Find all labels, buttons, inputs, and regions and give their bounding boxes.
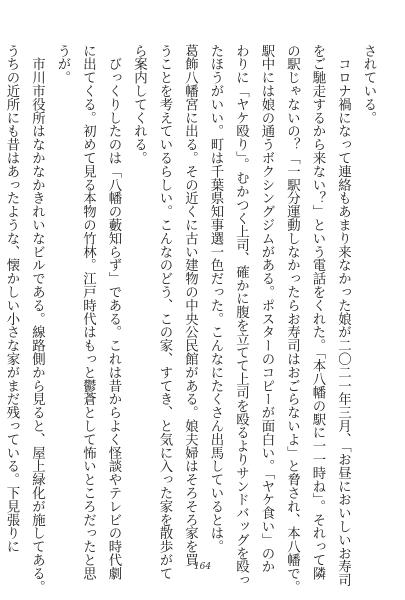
text-line: コロナ禍になって連絡もあまり来なかった娘が二〇二一年三月、「お昼においしいお寿司 <box>335 44 351 587</box>
text-line: 葛飾八幡宮に出る。その近くに古い建物の中央公民館がある。娘夫婦はそろそろ家を買 <box>182 44 198 567</box>
text-line: 市川市役所はなかなかきれいなビルである。線路側から見ると、屋上緑化が施してある。 <box>29 44 45 594</box>
text-line: の駅じゃないの？「一駅分運動しなかったらお寿司はおごらないよ」と脅され、本八幡で。 <box>284 44 300 594</box>
text-line: うことを考えているらしい。こんなのどう、この家、すてき、と気に入った家を散歩がて <box>157 44 172 580</box>
text-line: びっくりしたのは「八幡の藪知らず」である。これは昔からよく怪談やテレビの時代劇 <box>106 44 121 580</box>
text-line: に出てくる。初めて見る本物の竹林。江戸時代はもっと鬱蒼として怖いところだったと思 <box>80 44 96 580</box>
text-line: ら案内してくれる。 <box>131 44 147 165</box>
page-number: 164 <box>193 562 212 572</box>
text-line: をご馳走するから来ない？」という電話をくれた。「本八幡の駅に一一時ね」。それって隣 <box>310 44 325 580</box>
text-line: 駅中には娘の通うボクシングジムがある。ポスターのコピーが面白い。「ヤケ食い」のか <box>259 44 274 574</box>
text-line: たほうがいい。町は千葉県知事選一色だった。こんなにたくさん出馬しているとは。 <box>208 44 223 554</box>
text-line: わりに「ヤケ殴り」。むかつく上司、確かに腹を立てて上司を殴るよりサンドバッグを殴っ <box>233 44 249 587</box>
text-line: うちの近所にも昔はあったような、懐かしい小さな家がまだ残っている。下見張りに <box>4 44 19 554</box>
text-line: うが。 <box>55 44 70 85</box>
text-line: されている。 <box>361 44 376 125</box>
